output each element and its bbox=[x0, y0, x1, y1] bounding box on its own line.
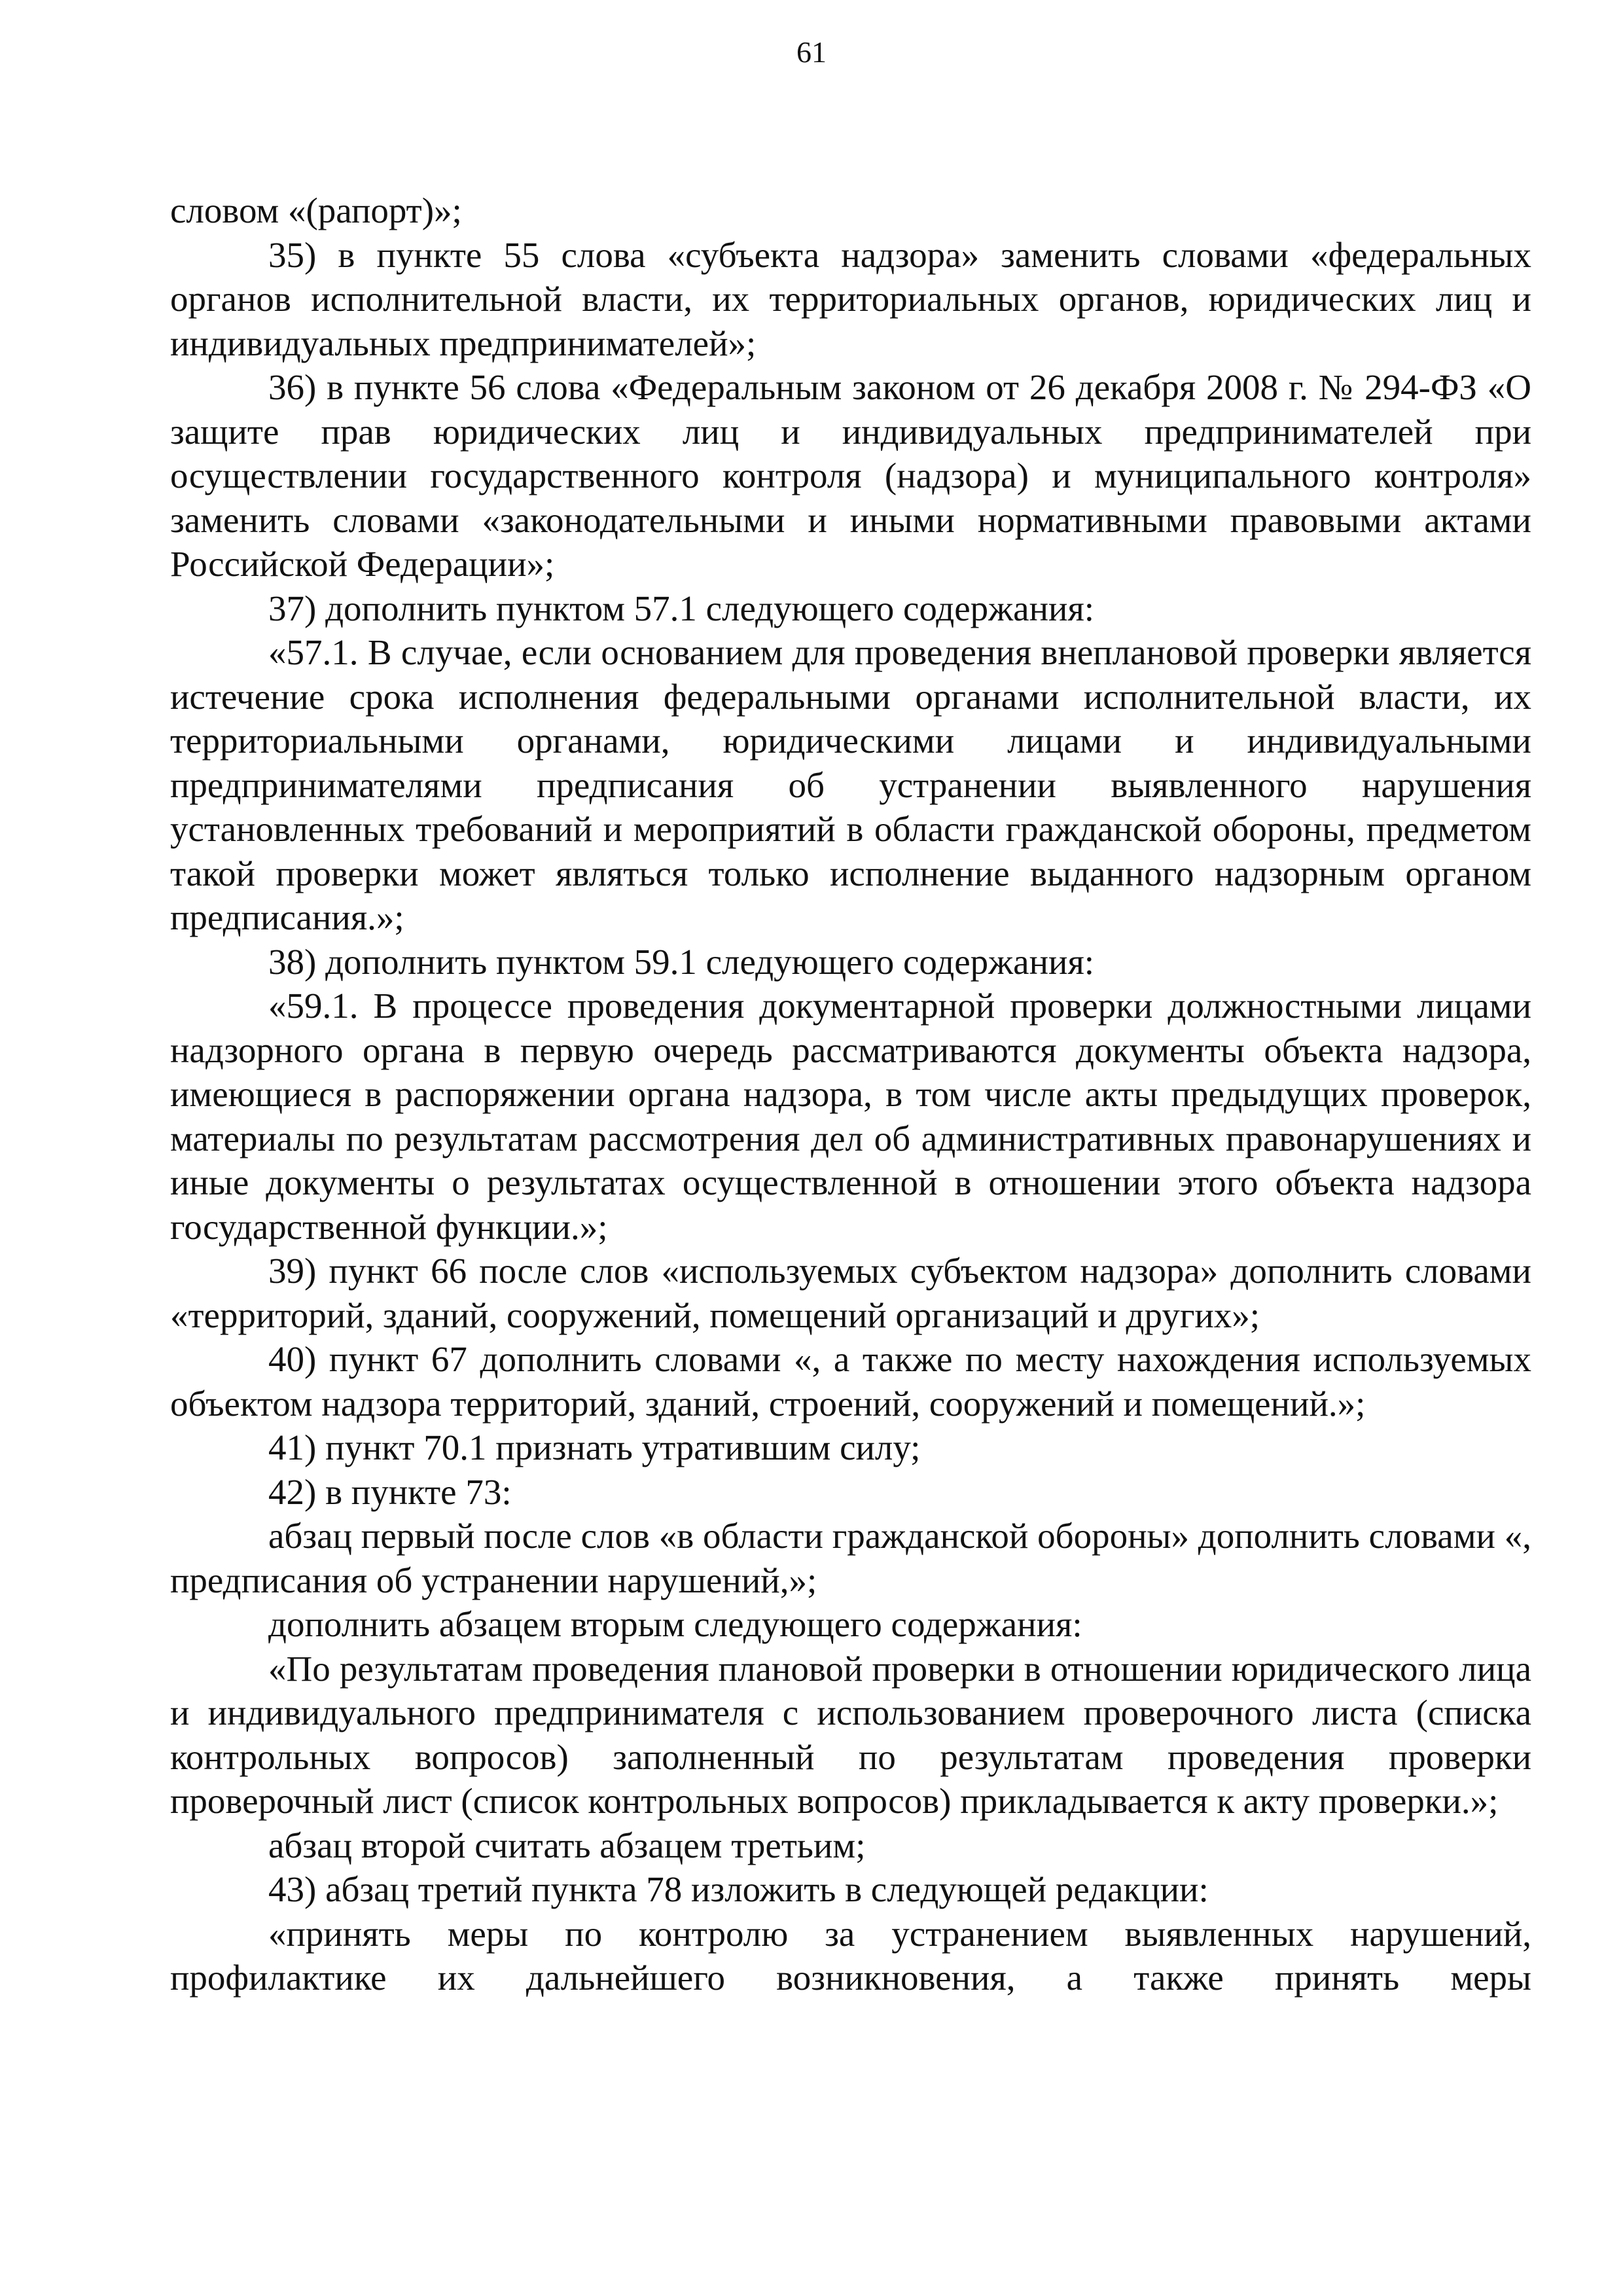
document-body bbox=[170, 188, 1531, 2000]
paragraph-continuation: словом «(рапорт)»; bbox=[170, 190, 462, 230]
paragraph-item-37-quote: «57.1. В случае, если основанием для проведения внеплановой проверки является истечение срока исполнения федеральными органами исполнительной власти, их территориальными органами, юридическими лицами и индивидуальными предпринимателями предписания об устранении выявленного нарушения установленных требований и мероприятий в области гражданской обороны, предметом такой проверки может являться только исполнение выданного надзорным органом предписания.»; bbox=[170, 632, 1531, 937]
paragraph-item-43: 43) абзац третий пункта 78 изложить в следующей редакции: bbox=[268, 1869, 1209, 1909]
paragraph-item-38-quote: «59.1. В процессе проведения документарной проверки должностными лицами надзорного органа в первую очередь рассматриваются документы объекта надзора, имеющиеся в распоряжении органа надзора, в том числе акты предыдущих проверок, материалы по результатам рассмотрения дел об административных правонарушениях и иные документы о результатах осуществленной в отношении этого объекта надзора государственной функции.»; bbox=[170, 986, 1531, 1247]
paragraph-item-40: 40) пункт 67 дополнить словами «, а также по месту нахождения используемых объектом надзора территорий, зданий, строений, сооружений и помещений.»; bbox=[170, 1339, 1531, 1424]
paragraph-item-38: 38) дополнить пунктом 59.1 следующего содержания: bbox=[268, 941, 1095, 982]
paragraph-item-41: 41) пункт 70.1 признать утратившим силу; bbox=[268, 1427, 921, 1467]
paragraph-item-42-add-abzac: дополнить абзацем вторым следующего содержания: bbox=[268, 1604, 1082, 1644]
paragraph-item-37: 37) дополнить пунктом 57.1 следующего содержания: bbox=[268, 588, 1095, 628]
page-number: 61 bbox=[796, 35, 827, 69]
paragraph-item-42-quote: «По результатам проведения плановой проверки в отношении юридического лица и индивидуального предпринимателя с использованием проверочного листа (списка контрольных вопросов) заполненный по результатам проведения проверки проверочный лист (список контрольных вопросов) прикладывается к акту проверки.»; bbox=[170, 1648, 1531, 1821]
paragraph-item-39: 39) пункт 66 после слов «используемых субъектом надзора» дополнить словами «территорий, зданий, сооружений, помещений организаций и других»; bbox=[170, 1251, 1531, 1335]
paragraph-item-36: 36) в пункте 56 слова «Федеральным законом от 26 декабря 2008 г. № 294-ФЗ «О защите прав юридических лиц и индивидуальных предпринимателей при осуществлении государственного контроля (надзора) и муниципального контроля» заменить словами «законодательными и иными нормативными правовыми актами Российской Федерации»; bbox=[170, 367, 1531, 584]
paragraph-item-42-renumber: абзац второй считать абзацем третьим; bbox=[268, 1825, 866, 1865]
paragraph-item-35: 35) в пункте 55 слова «субъекта надзора» заменить словами «федеральных органов исполнительной власти, их территориальных органов, юридических лиц и индивидуальных предпринимателей»; bbox=[170, 234, 1531, 363]
paragraph-item-42: 42) в пункте 73: bbox=[268, 1471, 512, 1512]
paragraph-item-42-first-abzac: абзац первый после слов «в области гражданской обороны» дополнить словами «, предписания об устранении нарушений,»; bbox=[170, 1516, 1531, 1600]
paragraph-item-43-quote: «принять меры по контролю за устранением выявленных нарушений, профилактике их дальнейшего возникновения, а также принять меры bbox=[170, 1913, 1531, 1998]
